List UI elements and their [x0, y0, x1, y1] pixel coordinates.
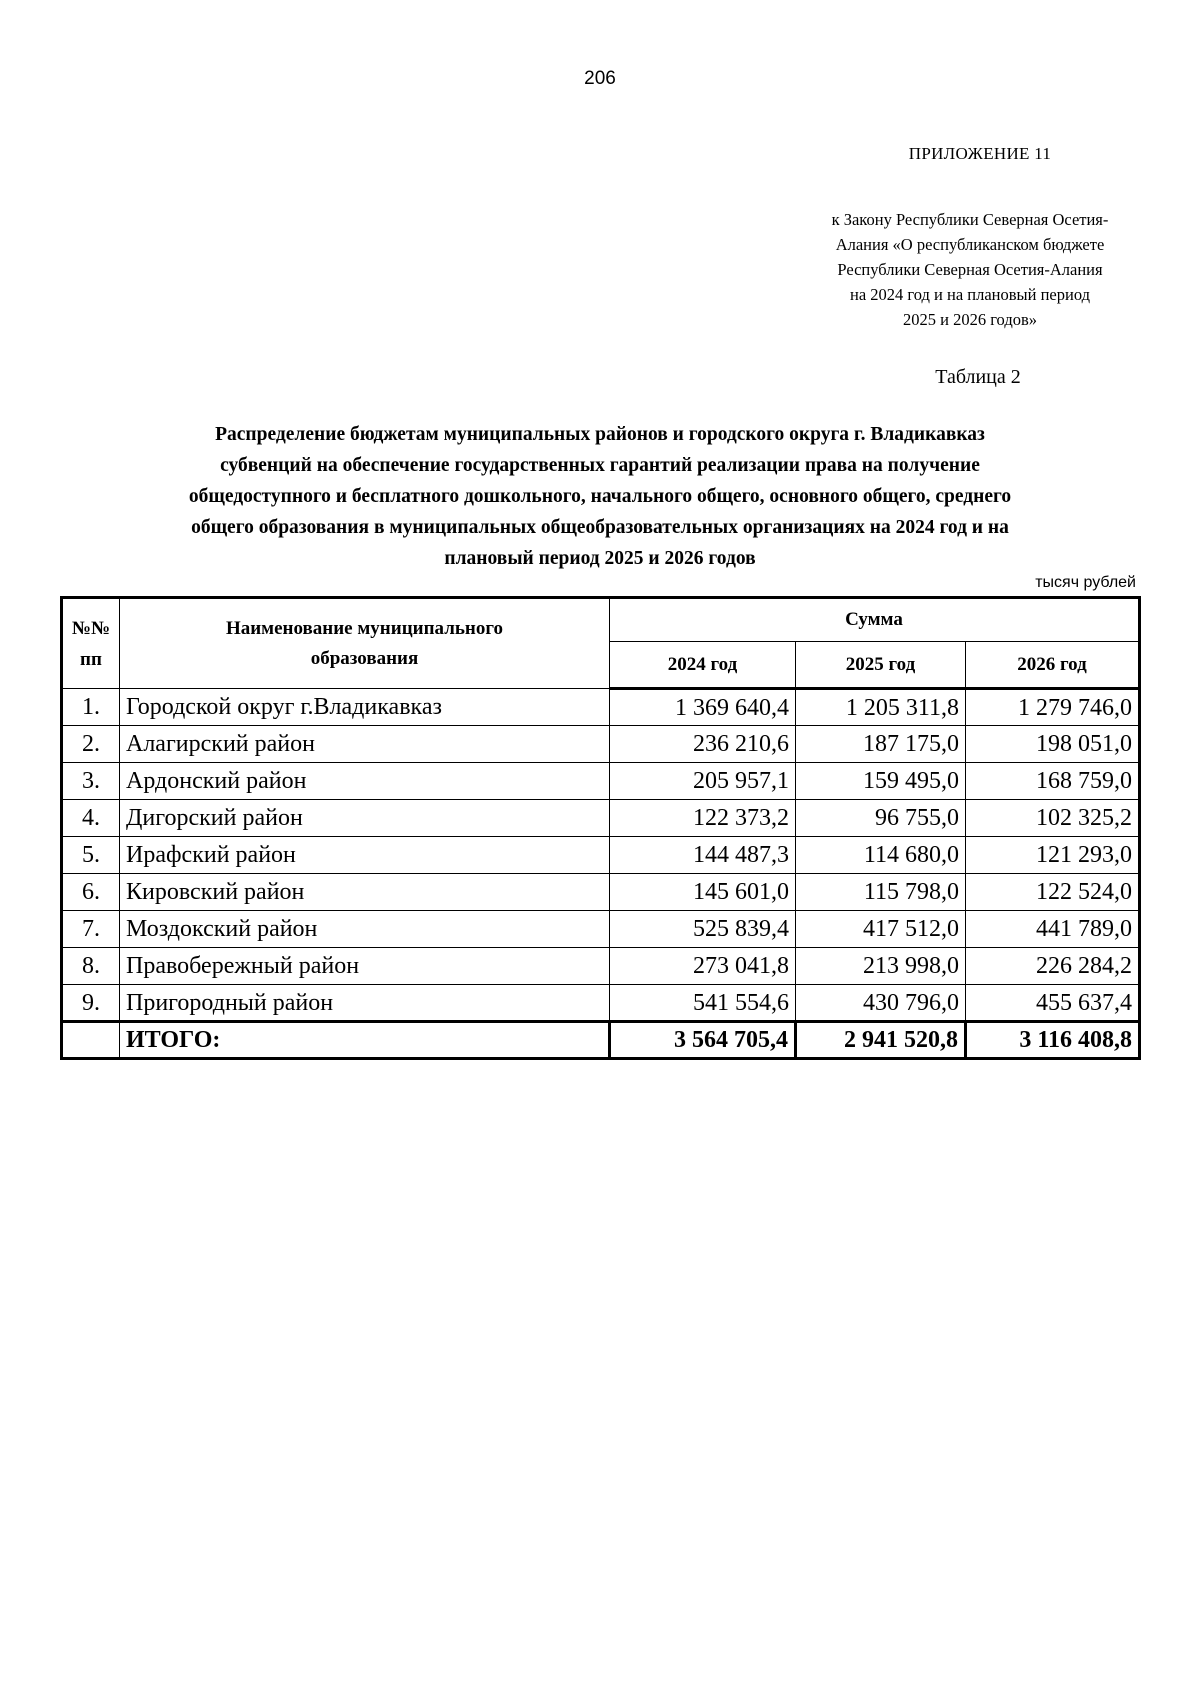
row-name: Пригородный район	[120, 985, 610, 1022]
budget-table	[60, 596, 1141, 1060]
title-line: плановый период 2025 и 2026 годов	[444, 548, 756, 569]
table-row	[62, 800, 1140, 837]
units-label: тысяч рублей	[1035, 574, 1136, 591]
row-value-2026: 168 759,0	[966, 763, 1140, 800]
header-name-line1: Наименование муниципального	[225, 617, 504, 639]
row-number: 1.	[62, 689, 120, 726]
row-number: 2.	[62, 726, 120, 763]
table-row	[62, 837, 1140, 874]
law-reference-line: Республики Северная Осетия-Алания	[837, 260, 1103, 279]
row-value-2026: 102 325,2	[966, 800, 1140, 837]
header-year-2026: 2026 год	[966, 642, 1140, 689]
law-reference-line: к Закону Республики Северная Осетия-	[831, 210, 1109, 229]
row-value-2025: 417 512,0	[796, 911, 966, 948]
row-name: Алагирский район	[120, 726, 610, 763]
row-name: Дигорский район	[120, 800, 610, 837]
row-value-2025: 114 680,0	[796, 837, 966, 874]
row-value-2026: 441 789,0	[966, 911, 1140, 948]
law-reference-line: 2025 и 2026 годов»	[902, 310, 1038, 329]
row-number: 6.	[62, 874, 120, 911]
row-value-2025: 159 495,0	[796, 763, 966, 800]
table-row	[62, 689, 1140, 726]
row-value-2024: 273 041,8	[610, 948, 796, 985]
appendix-title: ПРИЛОЖЕНИЕ 11	[908, 144, 1052, 163]
row-value-2024: 1 369 640,4	[610, 689, 796, 726]
row-value-2026: 198 051,0	[966, 726, 1140, 763]
row-number: 7.	[62, 911, 120, 948]
row-value-2024: 205 957,1	[610, 763, 796, 800]
row-value-2026: 1 279 746,0	[966, 689, 1140, 726]
law-reference-line: Алания «О республиканском бюджете	[835, 235, 1105, 254]
title-line: общего образования в муниципальных общеобразовательных организациях на 2024 год и на	[191, 517, 1009, 538]
row-value-2025: 115 798,0	[796, 874, 966, 911]
row-value-2024: 541 554,6	[610, 985, 796, 1022]
page-number: 206	[584, 68, 616, 89]
row-number: 5.	[62, 837, 120, 874]
row-value-2024: 145 601,0	[610, 874, 796, 911]
row-number: 3.	[62, 763, 120, 800]
title-line: общедоступного и бесплатного дошкольного, начального общего, основного общего, среднего	[188, 486, 1012, 507]
header-name-line2: образования	[310, 647, 419, 669]
header-number	[62, 598, 120, 689]
row-value-2025: 96 755,0	[796, 800, 966, 837]
table-label: Таблица 2	[935, 366, 1021, 388]
total-value-2024: 3 564 705,4	[610, 1022, 796, 1059]
row-value-2026: 122 524,0	[966, 874, 1140, 911]
row-value-2026: 455 637,4	[966, 985, 1140, 1022]
row-value-2025: 430 796,0	[796, 985, 966, 1022]
row-number: 9.	[62, 985, 120, 1022]
row-number: 4.	[62, 800, 120, 837]
table-row	[62, 985, 1140, 1022]
total-row	[62, 1022, 1140, 1059]
total-number-cell	[62, 1022, 120, 1059]
document-title	[70, 419, 1130, 574]
header-number-line1: №№	[71, 617, 111, 639]
total-label: ИТОГО:	[120, 1022, 610, 1059]
row-value-2024: 236 210,6	[610, 726, 796, 763]
row-value-2024: 122 373,2	[610, 800, 796, 837]
table-row	[62, 763, 1140, 800]
table-row	[62, 874, 1140, 911]
header-name	[120, 598, 610, 689]
header-number-line2: пп	[80, 648, 102, 670]
header-sum: Сумма	[610, 598, 1140, 642]
row-name: Городской округ г.Владикавказ	[120, 689, 610, 726]
total-value-2026: 3 116 408,8	[966, 1022, 1140, 1059]
row-name: Ардонский район	[120, 763, 610, 800]
title-line: субвенций на обеспечение государственных гарантий реализации права на получение	[220, 455, 980, 476]
law-reference	[790, 207, 1150, 332]
total-value-2025: 2 941 520,8	[796, 1022, 966, 1059]
row-value-2024: 525 839,4	[610, 911, 796, 948]
row-number: 8.	[62, 948, 120, 985]
row-name: Моздокский район	[120, 911, 610, 948]
table-row	[62, 948, 1140, 985]
row-name: Правобережный район	[120, 948, 610, 985]
row-name: Кировский район	[120, 874, 610, 911]
row-value-2025: 213 998,0	[796, 948, 966, 985]
row-value-2026: 226 284,2	[966, 948, 1140, 985]
header-year-2024: 2024 год	[610, 642, 796, 689]
row-value-2025: 1 205 311,8	[796, 689, 966, 726]
row-value-2025: 187 175,0	[796, 726, 966, 763]
header-year-2025: 2025 год	[796, 642, 966, 689]
row-value-2024: 144 487,3	[610, 837, 796, 874]
title-line: Распределение бюджетам муниципальных районов и городского округа г. Владикавказ	[215, 424, 985, 445]
row-name: Ирафский район	[120, 837, 610, 874]
table-row	[62, 911, 1140, 948]
table-row	[62, 726, 1140, 763]
row-value-2026: 121 293,0	[966, 837, 1140, 874]
law-reference-line: на 2024 год и на плановый период	[850, 285, 1090, 304]
